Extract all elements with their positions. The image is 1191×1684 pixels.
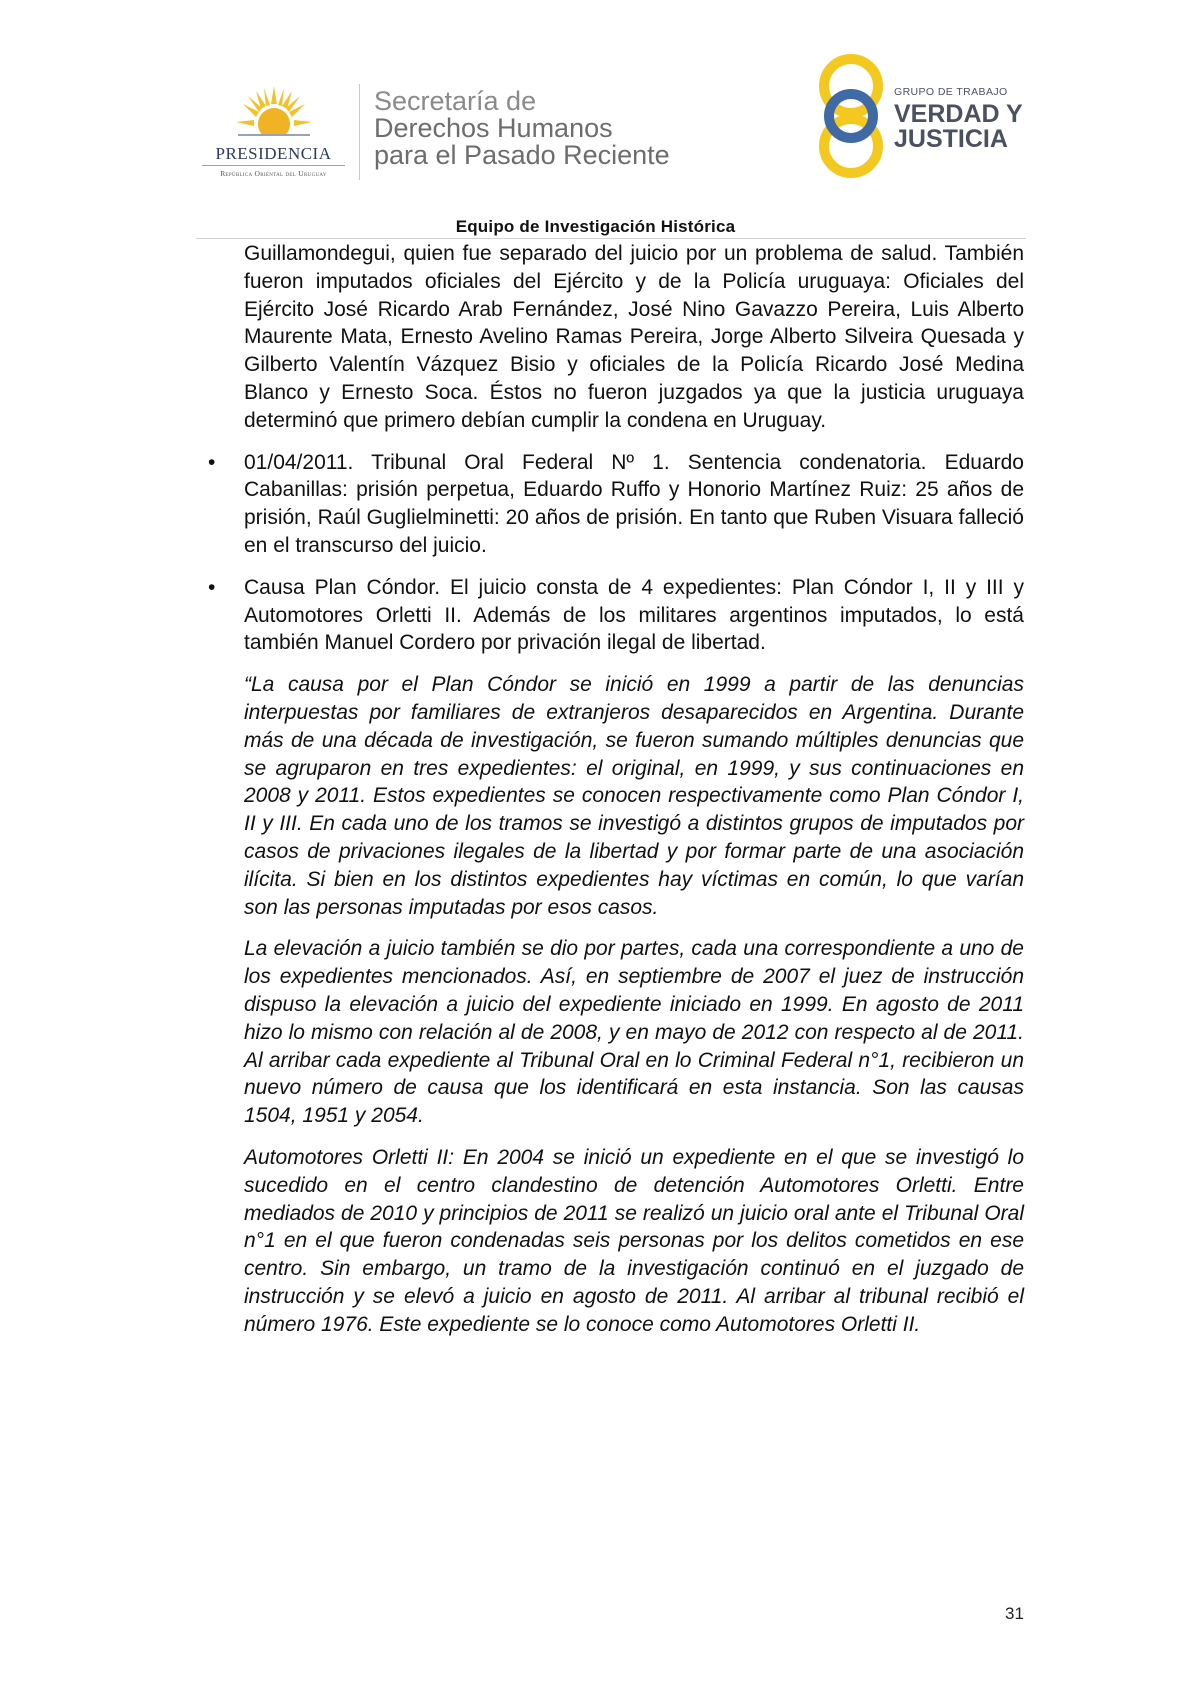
quote-paragraph-3: Automotores Orletti II: En 2004 se inició un expediente en el que se investigó lo sucedido en el centro clandestino de detención Automotores Orletti. Entre mediados de 2010 y principios de 2011 se realizó un juicio oral ante el Tribunal Oral n°1 en el que fueron condenadas seis personas por los delitos cometidos en ese centro. Sin embargo, un tramo de la investigación continuó en el juzgado de instrucción y se elevó a juicio en agosto de 2011. Al arribar al tribunal recibió el número 1976. Este expediente se lo conoce como Automotores Orletti II. [244, 1145, 1024, 1336]
linked-rings-icon [818, 52, 888, 182]
secretaria-line-2: Derechos Humanos [374, 113, 613, 143]
sun-icon [234, 82, 314, 144]
quote-paragraph-2: La elevación a juicio también se dio por partes, cada una correspondiente a uno de los expedientes mencionados. Así, en septiembre de 2007 el juez de instrucción dispuso la elevación a juicio del expediente iniciado en 1999. En agosto de 2011 hizo lo mismo con relación al de 2008, y en mayo de 2012 con respecto al de 2011. Al arribar cada expediente al Tribunal Oral en lo Criminal Federal n°1, recibieron un nuevo número de causa que los identificará en esta instancia. Son las causas 1504, 1951 y 2054. [244, 937, 1024, 1128]
intro-paragraph: Guillamondegui, quien fue separado del juicio por un problema de salud. También fueron imputados oficiales del Ejército y de la Policía uruguaya: Oficiales del Ejército José Ricardo Arab Fernández, José Nino Gavazzo Pereira, Luis Alberto Maurente Mata, Ernesto Avelino Ramas Pereira, Jorge Alberto Silveira Quesada y Gilberto Valentín Vázquez Bisio y oficiales de la Policía Ricardo José Medina Blanco y Ernesto Soca. Éstos no fueron juzgados ya que la justicia uruguaya determinó que primero debían cumplir la condena en Uruguay. [244, 242, 1024, 432]
presidencia-name: PRESIDENCIA [215, 144, 332, 163]
document-body [208, 240, 1024, 1338]
quote-paragraph-1: “La causa por el Plan Cóndor se inició en 1999 a partir de las denuncias interpuestas por familiares de extranjeros desaparecidos en Argentina. Durante más de una década de investigación, se fueron sumando múltiples denuncias que se agruparon en tres expedientes: el original, en 1999, y sus continuaciones en 2008 y 2011. Estos expedientes se conocen respectivamente como Plan Cóndor I, II y III. En cada uno de los tramos se investigó a distintos grupos de imputados por casos de privaciones ilegales de la libertad y por formar parte de una asociación ilícita. Si bien en los distintos expedientes hay víctimas en común, lo que varían son las personas imputadas por esos casos. [244, 673, 1024, 919]
list-item [208, 449, 1024, 560]
presidencia-subtitle: República Oriental del Uruguay [220, 169, 327, 178]
grupo-label: GRUPO DE TRABAJO [894, 86, 1008, 98]
bullet-icon: • [208, 575, 216, 599]
presidencia-rule [202, 165, 345, 166]
secretaria-line-3: para el Pasado Reciente [374, 140, 670, 170]
bullet-icon: • [208, 450, 216, 474]
header-rule [196, 238, 1026, 239]
secretaria-logo-text [374, 88, 670, 169]
list-item-text: Causa Plan Cóndor. El juicio consta de 4 expedientes: Plan Cóndor I, II y III y Automotores Orletti II. Además de los militares argentinos imputados, lo está también Manuel Cordero por privación ilegal de libertad. [244, 575, 1024, 655]
list-item-text: 01/04/2011. Tribunal Oral Federal Nº 1. Sentencia condenatoria. Eduardo Cabanillas: prisión perpetua, Eduardo Ruffo y Honorio Martínez Ruiz: 25 años de prisión, Raúl Guglielminetti: 20 años de prisión. En tanto que Ruben Visuara falleció en el transcurso del juicio. [244, 450, 1024, 557]
page-number: 31 [1005, 1604, 1024, 1623]
grupo-verdad-justicia-logo [818, 52, 1028, 182]
presidencia-logo [196, 82, 351, 182]
team-title: Equipo de Investigación Histórica [455, 217, 736, 236]
list-item [208, 574, 1024, 657]
secretaria-line-1: Secretaría de [374, 86, 537, 116]
justicia-label: JUSTICIA [894, 125, 1008, 153]
verdad-label: VERDAD Y [894, 100, 1023, 128]
page-header [0, 0, 1191, 240]
header-divider [359, 84, 360, 180]
